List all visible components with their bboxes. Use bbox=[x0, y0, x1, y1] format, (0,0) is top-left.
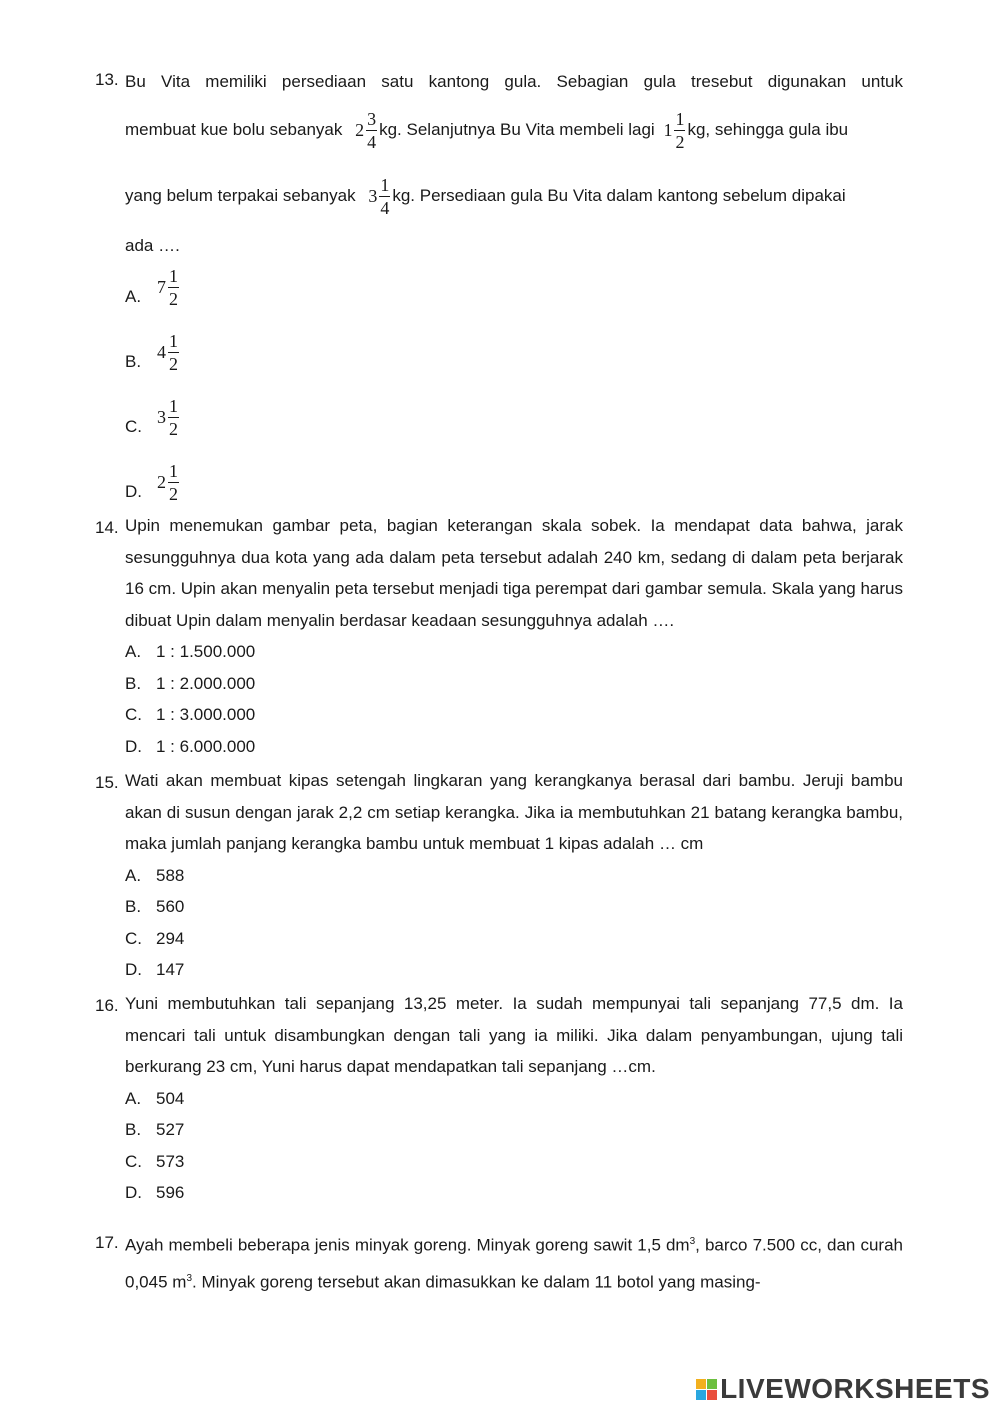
logo-square-blue bbox=[696, 1390, 706, 1400]
question-17 bbox=[95, 1233, 903, 1298]
question-text: kg, sehingga gula ibu bbox=[687, 119, 849, 139]
option-a[interactable]: A. 7 $\frac{1}{2}$ bbox=[125, 266, 178, 309]
question-14 bbox=[95, 518, 903, 762]
liveworksheets-logo[interactable] bbox=[696, 1373, 990, 1405]
question-text: Yuni membutuhkan tali sepanjang 13,25 meter. Ia sudah mempunyai tali sepanjang 77,5 dm. Ia mencari tali untuk disambungkan dengan tali yang ia miliki. Jika dalam penyambungan, ujung tali berkurang 23 cm, Yuni harus dapat mendapatkan tali sepanjang …cm. bbox=[125, 994, 903, 1076]
question-text: Ayah membeli beberapa jenis minyak goreng. Minyak goreng sawit 1,5 $dm^3$, barco 7.500 cc, dan curah 0,045 $m^3$. Minyak goreng tersebut akan dimasukkan ke dalam 11 botol yang masing- bbox=[125, 1235, 903, 1292]
mixed-fraction: 3 $\frac{1}{2}$ bbox=[157, 396, 178, 439]
question-number: 15. bbox=[95, 773, 119, 792]
mixed-fraction: 7 $\frac{1}{2}$ bbox=[157, 266, 178, 309]
question-text-line bbox=[125, 164, 903, 228]
question-text: Wati akan membuat kipas setengah lingkaran yang kerangkanya berasal dari bambu. Jeruji bambu akan di susun dengan jarak 2,2 cm setiap kerangka. Jika ia membutuhkan 21 batang kerangka bambu, maka jumlah panjang kerangka bambu untuk membuat 1 kipas adalah … cm bbox=[125, 771, 903, 853]
mixed-fraction: 3 $\frac{1}{4}$ bbox=[368, 174, 390, 218]
question-text-line bbox=[125, 66, 903, 97]
option-c[interactable]: C. 573 bbox=[125, 1151, 185, 1171]
option-c[interactable]: C. 294 bbox=[125, 928, 185, 948]
question-number: 17. bbox=[95, 1233, 119, 1252]
question-text: kg. Selanjutnya Bu Vita membeli lagi bbox=[379, 119, 655, 139]
brand-name: LIVEWORKSHEETS bbox=[720, 1373, 990, 1404]
logo-mark-icon bbox=[696, 1379, 717, 1400]
option-d[interactable]: D. 596 bbox=[125, 1183, 185, 1202]
option-c[interactable]: C. 1 : 3.000.000 bbox=[125, 705, 256, 724]
question-number: 14. bbox=[95, 518, 119, 537]
option-d[interactable]: D. 147 bbox=[125, 960, 185, 979]
option-b[interactable]: B. 560 bbox=[125, 897, 185, 916]
option-b[interactable]: B. 527 bbox=[125, 1120, 185, 1139]
option-d[interactable]: D. 2 $\frac{1}{2}$ bbox=[125, 461, 178, 504]
mixed-fraction: 2 $\frac{3}{4}$ bbox=[355, 108, 377, 152]
logo-square-red bbox=[707, 1390, 717, 1400]
option-c[interactable]: C. 3 $\frac{1}{2}$ bbox=[125, 396, 178, 439]
option-a[interactable]: A. 588 bbox=[125, 865, 185, 885]
mixed-fraction: 2 $\frac{1}{2}$ bbox=[157, 461, 178, 504]
logo-square-yellow bbox=[696, 1379, 706, 1389]
mixed-fraction: 1 $\frac{1}{2}$ bbox=[663, 108, 685, 152]
option-b[interactable]: B. 4 $\frac{1}{2}$ bbox=[125, 331, 178, 374]
option-d[interactable]: D. 1 : 6.000.000 bbox=[125, 736, 256, 756]
mixed-fraction: 4 $\frac{1}{2}$ bbox=[157, 331, 178, 374]
question-text: kg. Persediaan gula Bu Vita dalam kantong sebelum dipakai bbox=[392, 185, 846, 205]
logo-square-green bbox=[707, 1379, 717, 1389]
question-number: 13. bbox=[95, 70, 119, 89]
question-text: membuat kue bolu sebanyak bbox=[125, 119, 343, 139]
option-a[interactable]: A. 504 bbox=[125, 1088, 185, 1108]
question-text: yang belum terpakai sebanyak bbox=[125, 185, 356, 205]
question-text: Upin menemukan gambar peta, bagian keterangan skala sobek. Ia mendapat data bahwa, jarak sesungguhnya dua kota yang ada dalam peta tersebut adalah 240 km, sedang di dalam peta berjarak 16 cm. Upin akan menyalin peta tersebut menjadi tiga perempat dari gambar semula. Skala yang harus dibuat Upin dalam menyalin berdasar keadaan sesungguhnya adalah …. bbox=[125, 516, 903, 630]
question-text-line bbox=[125, 98, 903, 162]
option-b[interactable]: B. 1 : 2.000.000 bbox=[125, 673, 256, 693]
question-15 bbox=[95, 773, 903, 986]
question-13 bbox=[95, 66, 903, 527]
question-number: 16. bbox=[95, 996, 119, 1015]
option-a[interactable]: A. 1 : 1.500.000 bbox=[125, 642, 256, 661]
question-text: Bu Vita memiliki persediaan satu kantong gula. Sebagian gula tresebut digunakan untuk bbox=[125, 71, 903, 91]
question-16 bbox=[95, 996, 903, 1209]
question-text: ada …. bbox=[125, 236, 180, 255]
